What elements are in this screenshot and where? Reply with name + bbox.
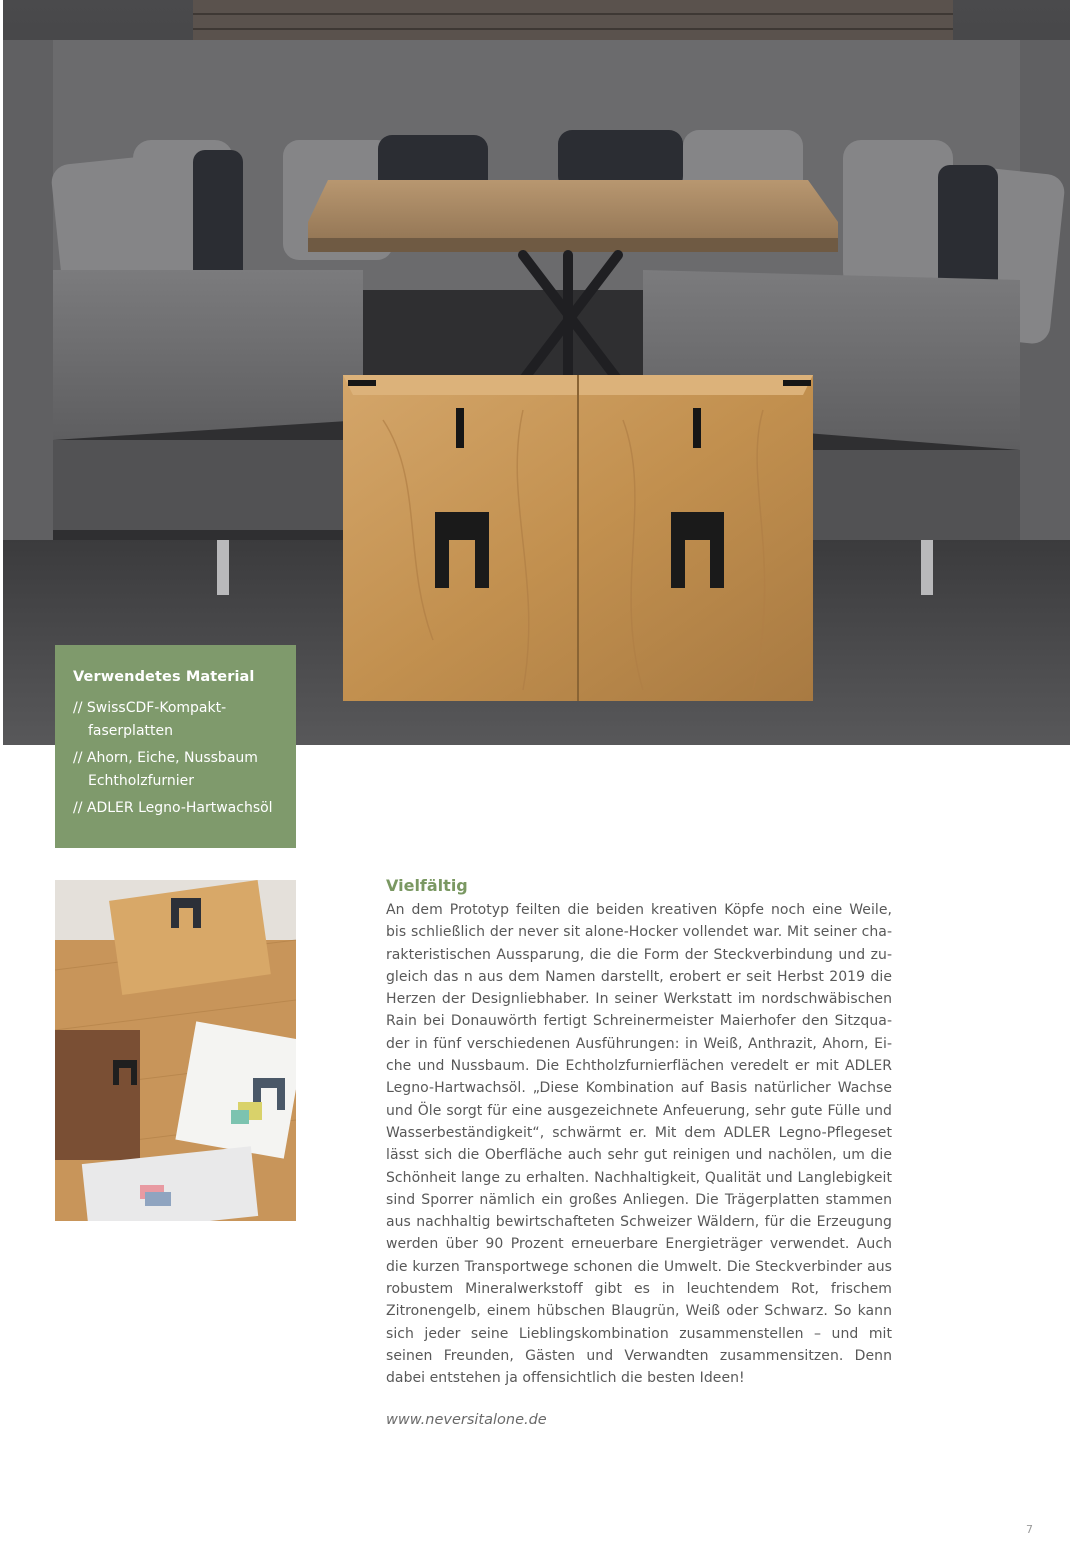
stools-photo bbox=[55, 880, 296, 1221]
article-body: An dem Prototyp feilten die beiden kreativen Köpfe noch eine Weile, bis schließlich der never sit alone-Hocker vollendet war. Mit seiner charakteristischen Aussparung, die die Form der Steckverbindung und zugleich das n aus dem Namen darstellt, erobert er seit Herbst 2019 die Herzen der Designliebhaber. In seiner Werkstatt im nordschwäbischen Rain bei Donauwörth fertigt Schreinermeister Maierhofer den Sitzquader in fünf verschiedenen Ausführungen: in Weiß, Anthrazit, Ahorn, Eiche und Nussbaum. Die Echtholzfurnierflächen veredelt er mit ADLER Legno-Hartwachsöl. „Diese Kombination auf Basis natürlicher Wachse und Öle sorgt für eine ausgezeichnete Anfeuerung, sehr gute Fülle und Wasserbeständigkeit“, schwärmt er. Mit dem ADLER Legno-Pflegeset lässt sich die Oberfläche auch sehr gut reinigen und nachölen, um die Schönheit lange zu erhalten. Nachhaltigkeit, Qualität und Langlebigkeit sind Sporrer nämlich ein großes Anliegen. Die Trägerplatten stammen aus nachhaltig bewirtschafteten Schweizer Wäldern, für die Erzeugung werden über 90 Prozent erneuerbare Energieträger verwendet. Auch die kurzen Transportwege schonen die Umwelt. Die Steckverbinder aus robustem Mineralwerkstoff gibt es in leuchtendem Rot, frischem Zitronengelb, einem hübschen Blaugrün, Weiß oder Schwarz. So kann sich jeder seine Lieblingskombination zusammenstellen – und mit seinen Freunden, Gästen und Verwandten zusammensitzen. Denn dabei entstehen ja offensichtlich die besten Ideen! bbox=[386, 902, 892, 1387]
material-title: Verwendetes Material bbox=[73, 669, 255, 685]
material-item: // SwissCDF-Kompakt-faserplatten bbox=[73, 700, 227, 739]
stools-illustration bbox=[55, 880, 296, 1221]
material-item: // Ahorn, Eiche, Nussbaum Echtholzfurnier bbox=[73, 750, 258, 789]
article bbox=[386, 875, 892, 1390]
material-list bbox=[73, 697, 286, 820]
hero-illustration bbox=[3, 0, 1070, 745]
material-item: // ADLER Legno-Hartwachsöl bbox=[73, 800, 273, 816]
material-box bbox=[55, 645, 296, 848]
website-link[interactable]: www.neversitalone.de bbox=[386, 1412, 547, 1428]
page-number: 7 bbox=[1026, 1523, 1033, 1536]
article-heading: Vielfältig bbox=[386, 876, 468, 895]
hero-photo bbox=[3, 0, 1070, 745]
